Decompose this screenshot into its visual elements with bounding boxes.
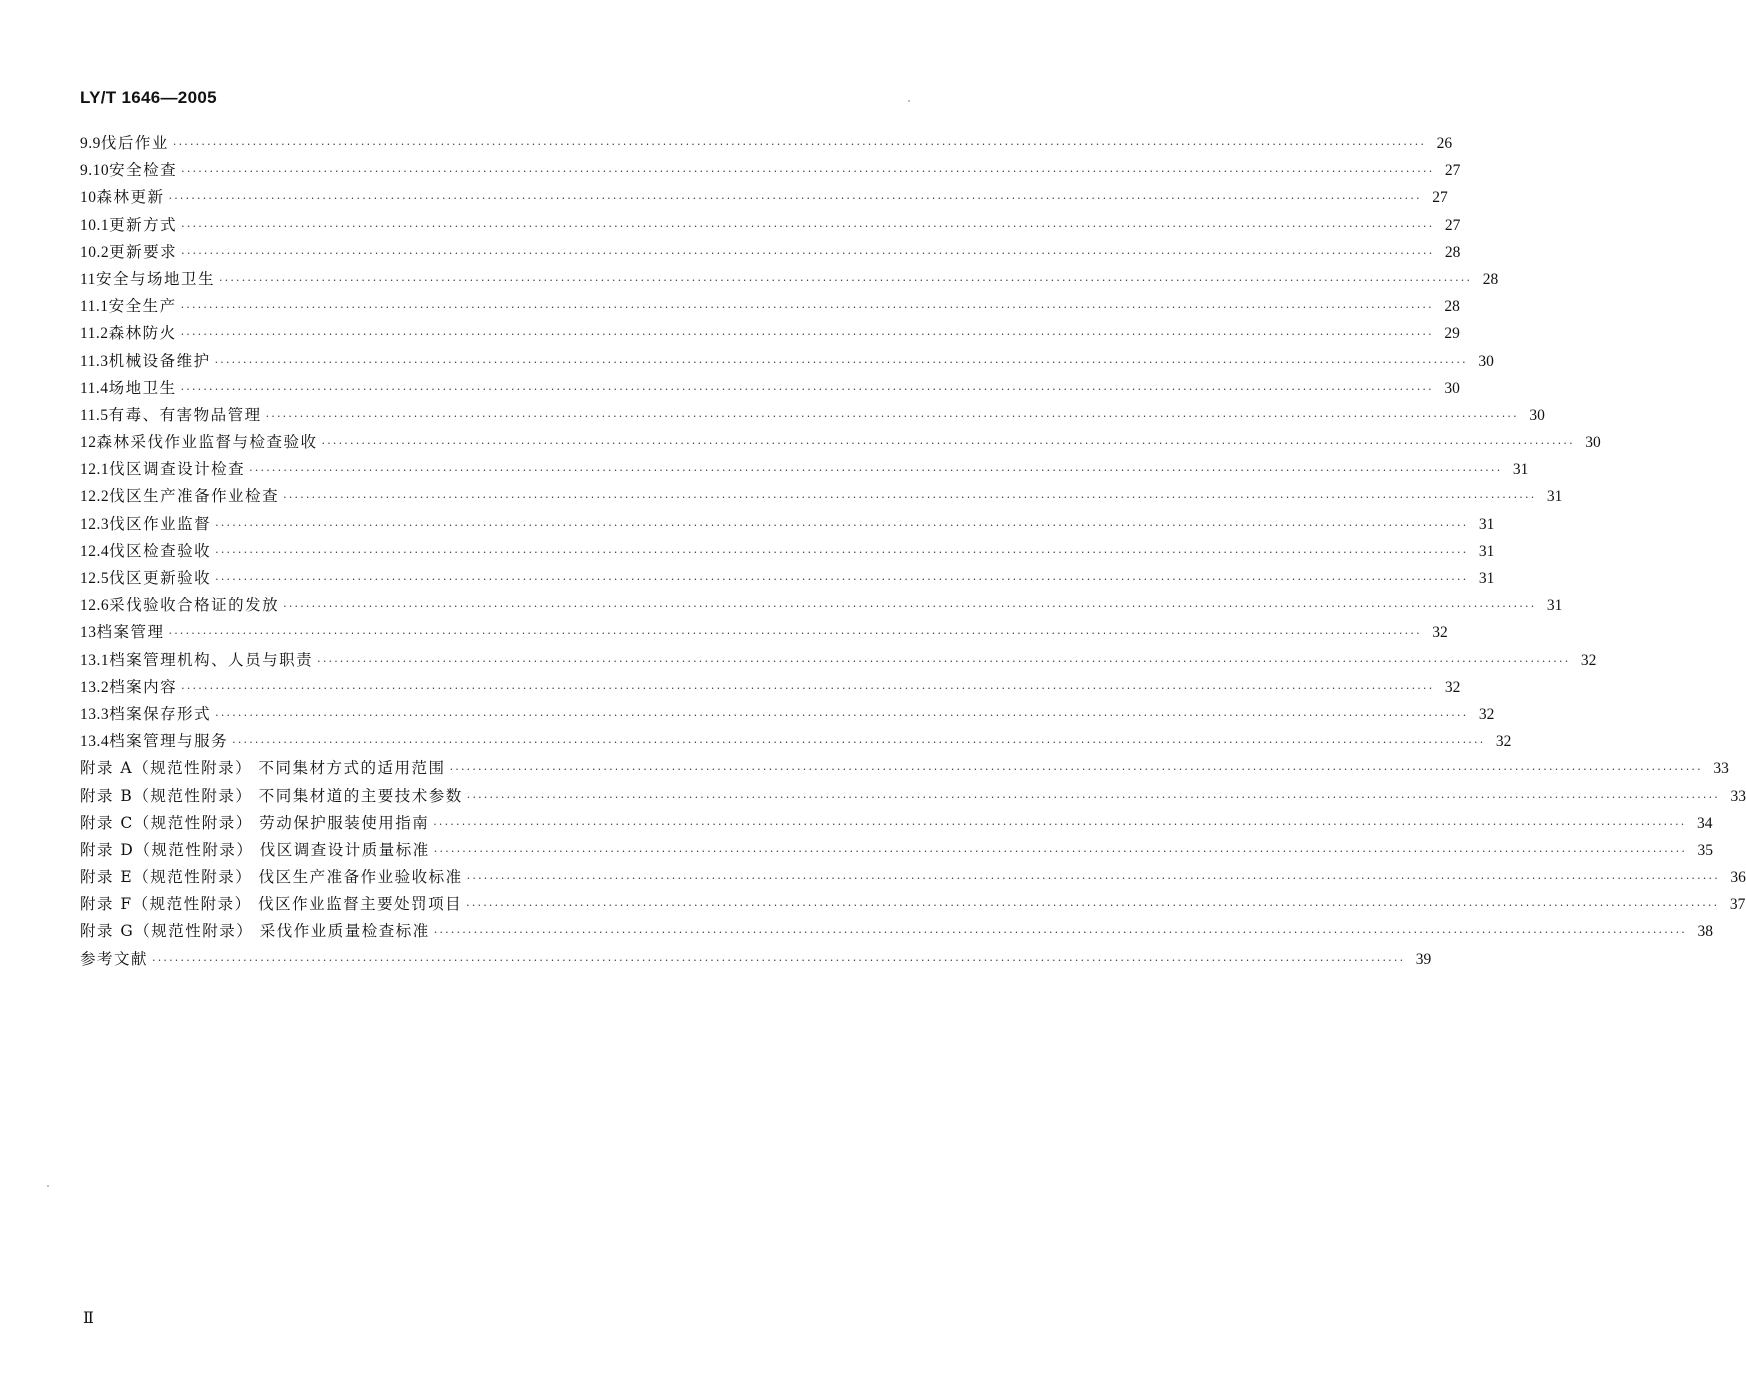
toc-entry[interactable] — [80, 811, 1713, 838]
toc-entry[interactable] — [80, 240, 1461, 267]
toc-dot-leader: ···························································································································································································································· — [283, 491, 1537, 505]
toc-entry-page: 29 — [1444, 325, 1460, 343]
toc-dot-leader: ···························································································································································································································· — [172, 138, 1427, 151]
toc-entry-title: 安全生产 — [108, 297, 177, 316]
toc-entry-page: 31 — [1478, 570, 1495, 587]
toc-entry[interactable] — [80, 648, 1597, 675]
toc-entry-page: 31 — [1546, 597, 1563, 615]
toc-entry-number: 11.3 — [80, 352, 109, 370]
toc-entry-number: 10.1 — [80, 216, 110, 234]
toc-entry[interactable] — [80, 376, 1460, 403]
toc-entry-title: 场地卫生 — [108, 378, 177, 397]
toc-entry[interactable] — [80, 702, 1495, 729]
toc-entry-number: 12 — [80, 434, 97, 452]
toc-dot-leader: ···························································································································································································································· — [214, 355, 1468, 369]
toc-entry-page: 35 — [1697, 841, 1714, 859]
page-number: Ⅱ — [83, 1310, 94, 1327]
toc-entry[interactable] — [80, 675, 1461, 702]
toc-entry-number: 13.3 — [80, 705, 110, 723]
toc-entry-title: 有毒、有害物品管理 — [108, 405, 262, 424]
toc-entry-title: 更新方式 — [109, 215, 178, 234]
toc-dot-leader: ···························································································································································································································· — [265, 409, 1519, 423]
toc-entry-title: 附录 G（规范性附录） 采伐作业质量检查标准 — [80, 922, 430, 941]
toc-entry-page: 27 — [1432, 189, 1448, 207]
toc-entry-title: 机械设备维护 — [108, 351, 211, 370]
toc-entry[interactable] — [80, 131, 1453, 158]
toc-entry-page: 27 — [1444, 162, 1461, 180]
toc-entry-number: 13.4 — [80, 733, 110, 751]
toc-entry[interactable] — [80, 484, 1563, 511]
toc-entry-page: 36 — [1730, 869, 1746, 887]
toc-dot-leader: ···························································································································································································································· — [181, 219, 1435, 233]
toc-entry-page: 31 — [1478, 542, 1495, 560]
scan-speck — [47, 1185, 49, 1187]
toc-dot-leader: ···························································································································································································································· — [232, 736, 1486, 750]
toc-entry-title: 伐区生产准备作业检查 — [109, 487, 280, 506]
toc-entry[interactable] — [80, 185, 1448, 212]
toc-entry-title: 森林更新 — [96, 188, 165, 207]
standard-code-header: LY/T 1646—2005 — [80, 88, 217, 107]
toc-entry-page: 33 — [1713, 760, 1729, 778]
toc-entry-number: 12.5 — [80, 570, 110, 587]
toc-entry[interactable] — [80, 321, 1460, 348]
toc-dot-leader: ···························································································································································································································· — [215, 545, 1469, 559]
toc-dot-leader: ···························································································································································································································· — [449, 763, 1703, 777]
toc-entry-page: 28 — [1444, 243, 1461, 261]
toc-entry-number: 11.5 — [80, 406, 109, 424]
toc-entry[interactable] — [80, 838, 1714, 865]
toc-dot-leader: ···························································································································································································································· — [181, 246, 1435, 260]
toc-dot-leader: ···························································································································································································································· — [168, 627, 1422, 641]
toc-entry[interactable] — [80, 729, 1512, 756]
toc-entry-page: 31 — [1478, 515, 1495, 533]
toc-dot-leader: ···························································································································································································································· — [433, 926, 1687, 940]
toc-entry-number: 10 — [80, 189, 97, 207]
toc-entry[interactable] — [80, 539, 1495, 566]
toc-dot-leader: ···························································································································································································································· — [180, 301, 1434, 315]
toc-entry[interactable] — [80, 403, 1545, 430]
toc-entry[interactable] — [80, 158, 1461, 185]
toc-dot-leader: ···························································································································································································································· — [466, 872, 1720, 886]
toc-dot-leader: ···························································································································································································································· — [321, 437, 1575, 451]
toc-entry-number: 11.4 — [80, 379, 109, 397]
toc-dot-leader: ···························································································································································································································· — [180, 328, 1434, 342]
toc-entry-title: 伐区调查设计检查 — [109, 460, 246, 479]
toc-dot-leader: ···························································································································································································································· — [215, 573, 1469, 586]
toc-entry-page: 30 — [1478, 352, 1494, 370]
toc-entry-page: 39 — [1415, 950, 1432, 968]
toc-entry-page: 28 — [1482, 270, 1499, 288]
toc-entry-number: 12.2 — [80, 488, 110, 506]
toc-dot-leader: ···························································································································································································································· — [215, 518, 1469, 532]
toc-entry-title: 森林防火 — [108, 324, 177, 343]
toc-dot-leader: ···························································································································································································································· — [215, 708, 1469, 722]
toc-entry[interactable] — [80, 267, 1499, 294]
toc-dot-leader: ···························································································································································································································· — [218, 273, 1473, 287]
toc-entry-number: 12.3 — [80, 515, 110, 533]
toc-dot-leader: ···························································································································································································································· — [249, 464, 1503, 478]
toc-entry[interactable] — [80, 620, 1448, 647]
toc-entry-title: 伐区作业监督 — [109, 514, 212, 533]
toc-entry-number: 12.4 — [80, 542, 110, 560]
toc-entry-title: 附录 D（规范性附录） 伐区调查设计质量标准 — [80, 840, 430, 859]
toc-entry-page: 28 — [1444, 298, 1460, 316]
toc-entry-title: 附录 E（规范性附录） 伐区生产准备作业验收标准 — [80, 868, 463, 887]
toc-entry[interactable] — [80, 593, 1563, 620]
toc-entry-title: 档案保存形式 — [109, 704, 212, 723]
toc-entry-page: 32 — [1432, 624, 1448, 642]
toc-entry[interactable] — [80, 512, 1495, 539]
toc-entry-page: 30 — [1529, 406, 1545, 424]
toc-entry-title: 森林采伐作业监督与检查验收 — [96, 433, 318, 452]
toc-entry-title: 更新要求 — [109, 242, 178, 261]
toc-entry-number: 12.6 — [80, 597, 110, 615]
toc-entry-page: 27 — [1444, 216, 1461, 234]
toc-entry-page: 30 — [1444, 379, 1460, 397]
toc-entry[interactable] — [80, 566, 1495, 593]
toc-entry-page: 26 — [1436, 135, 1453, 152]
toc-entry-page: 32 — [1580, 651, 1597, 669]
toc-entry-number: 11 — [80, 270, 96, 288]
toc-entry-page: 31 — [1546, 488, 1563, 506]
toc-entry[interactable] — [80, 784, 1746, 811]
toc-entry[interactable] — [80, 457, 1529, 484]
toc-dot-leader: ···························································································································································································································· — [152, 953, 1406, 967]
toc-entry-page: 33 — [1730, 787, 1746, 805]
toc-dot-leader: ···························································································································································································································· — [181, 165, 1435, 179]
toc-entry[interactable] — [80, 756, 1729, 783]
toc-entry-number: 9.9 — [80, 135, 101, 152]
toc-dot-leader: ···························································································································································································································· — [180, 382, 1434, 396]
toc-entry-title: 附录 B（规范性附录） 不同集材道的主要技术参数 — [80, 786, 463, 805]
toc-dot-leader: ···························································································································································································································· — [466, 790, 1720, 804]
toc-entry-page: 38 — [1697, 923, 1713, 941]
toc-entry-title: 安全与场地卫生 — [95, 269, 215, 288]
toc-entry-title: 伐后作业 — [100, 134, 169, 152]
scan-speck — [908, 100, 910, 102]
toc-entry[interactable] — [80, 349, 1494, 376]
toc-entry-page: 32 — [1495, 733, 1512, 751]
toc-dot-leader: ···························································································································································································································· — [181, 681, 1435, 695]
toc-entry-title: 档案管理 — [96, 623, 165, 642]
toc-dot-leader: ···························································································································································································································· — [433, 844, 1688, 858]
toc-entry-title: 档案管理机构、人员与职责 — [109, 650, 314, 669]
toc-entry-title: 安全检查 — [109, 161, 178, 180]
toc-entry-number: 11.1 — [80, 298, 109, 316]
toc-dot-leader: ···························································································································································································································· — [466, 899, 1720, 913]
toc-dot-leader: ···························································································································································································································· — [283, 600, 1537, 614]
toc-entry[interactable] — [80, 865, 1746, 892]
table-of-contents — [80, 131, 1746, 974]
toc-entry-number: 10.2 — [80, 243, 110, 261]
toc-entry-page: 34 — [1696, 814, 1713, 832]
toc-entry[interactable] — [80, 294, 1460, 321]
toc-entry-title: 伐区检查验收 — [109, 541, 212, 560]
toc-entry-number: 11.2 — [80, 325, 109, 343]
toc-entry-number: 13.1 — [80, 651, 110, 669]
toc-dot-leader: ···························································································································································································································· — [317, 654, 1571, 668]
toc-entry-number: 13 — [80, 624, 97, 642]
toc-entry-title: 参考文献 — [80, 949, 149, 968]
toc-entry-number: 9.10 — [80, 162, 110, 180]
toc-entry[interactable] — [80, 430, 1601, 457]
toc-entry[interactable] — [80, 213, 1461, 240]
toc-entry-title: 档案内容 — [109, 677, 178, 696]
toc-entry[interactable] — [80, 947, 1432, 974]
toc-entry[interactable] — [80, 892, 1746, 919]
toc-entry-title: 伐区更新验收 — [109, 569, 212, 587]
toc-entry-number: 13.2 — [80, 678, 110, 696]
toc-entry-title: 附录 F（规范性附录） 伐区作业监督主要处罚项目 — [80, 895, 463, 914]
toc-entry-number: 12.1 — [80, 461, 110, 479]
toc-entry-page: 37 — [1729, 896, 1746, 914]
toc-entry[interactable] — [80, 919, 1713, 946]
toc-dot-leader: ···························································································································································································································· — [433, 817, 1687, 831]
toc-entry-page: 32 — [1478, 705, 1495, 723]
toc-dot-leader: ···························································································································································································································· — [168, 192, 1422, 206]
toc-entry-title: 采伐验收合格证的发放 — [109, 596, 280, 615]
toc-entry-page: 32 — [1444, 678, 1461, 696]
toc-entry-title: 附录 A（规范性附录） 不同集材方式的适用范围 — [80, 759, 446, 778]
toc-entry-page: 31 — [1512, 461, 1529, 479]
toc-entry-page: 30 — [1585, 434, 1601, 452]
toc-entry-title: 档案管理与服务 — [109, 732, 229, 751]
toc-entry-title: 附录 C（规范性附录） 劳动保护服装使用指南 — [80, 813, 430, 832]
